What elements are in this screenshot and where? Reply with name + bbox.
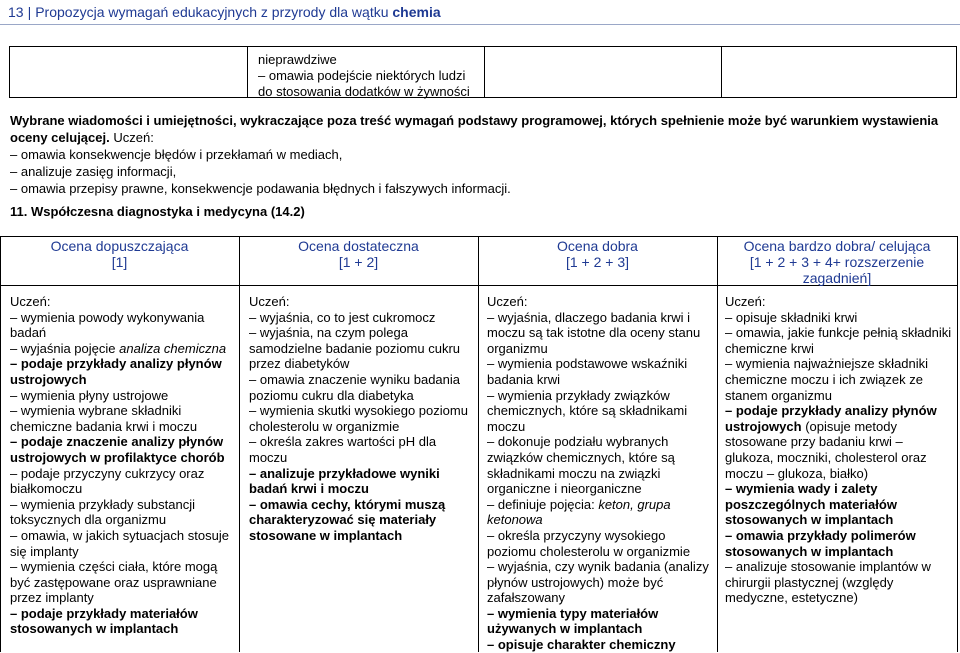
header-subject: chemia — [392, 4, 441, 20]
intro-paragraph — [10, 112, 950, 197]
intro-student: Uczeń: — [113, 130, 154, 145]
table-rule — [0, 236, 1, 652]
requirement-item: – wymienia wady i zalety poszczególnych materiałów stosowanych w implantach — [725, 481, 897, 528]
continuation-line: – omawia podejście niektórych ludzi — [258, 68, 466, 83]
requirement-detail: (opisuje metody stosowane przy badaniu krwi – glukoza, moczniki, cholesterol oraz moczu – glukoza, białko) — [725, 418, 927, 481]
column-heading — [717, 236, 957, 286]
intro-item: – analizuje zasięg informacji, — [10, 164, 177, 179]
requirement-item: – podaje przykłady analizy płynów ustrojowych — [10, 356, 222, 387]
grading-table — [0, 236, 958, 652]
column-heading-range: [1 + 2] — [338, 254, 379, 270]
requirement-item: – dokonuje podziału wybranych związków chemicznych, które są składnikami moczu na związki organiczne i nieorganiczne — [487, 434, 675, 497]
requirement-item: – wymienia typy materiałów używanych w implantach — [487, 605, 659, 637]
column-body — [725, 294, 953, 606]
header-title: Propozycja wymagań edukacyjnych z przyrody dla wątku — [35, 4, 389, 20]
student-label: Uczeń: — [725, 294, 766, 309]
column-heading-title: Ocena dostateczna — [298, 238, 419, 254]
requirement-item: – podaje przykłady analizy płynów ustrojowych (opisuje metody stosowane przy badaniu krwi – glukoza, moczniki, cholesterol oraz moczu – glukoza, białko) — [725, 403, 937, 481]
requirement-item: – wymienia podstawowe wskaźniki badania krwi — [487, 356, 688, 387]
requirement-term: analiza chemiczna — [119, 340, 227, 356]
continuation-table — [9, 46, 957, 98]
column-heading-title: Ocena bardzo dobra/ celująca — [743, 238, 931, 254]
requirement-item: – wyjaśnia, czy wynik badania (analizy płynów ustrojowych) może być zafałszowany — [487, 559, 709, 606]
requirement-item: – wymienia skutki wysokiego poziomu cholesterolu w organizmie — [249, 403, 468, 434]
intro-item: – omawia przepisy prawne, konsekwencje podawania błędnych i fałszywych informacji. — [10, 181, 511, 196]
requirement-item: – podaje znaczenie analizy płynów ustrojowych w profilaktyce chorób — [10, 434, 225, 465]
page-number: 13 — [8, 4, 24, 20]
table-rule — [957, 236, 958, 652]
requirement-item: – analizuje przykładowe wyniki badań krwi i moczu — [249, 465, 440, 497]
column-heading — [478, 236, 717, 286]
requirement-item: – podaje przykłady materiałów stosowanych w implantach — [10, 605, 198, 637]
requirement-item: – wymienia przykłady związków chemicznych, które są składnikami moczu — [487, 387, 688, 434]
requirement-item: – omawia cechy, którymi muszą charakteryzować się materiały stosowane w implantach — [249, 496, 446, 543]
requirement-item: – wyjaśnia pojęcie analiza chemiczna — [10, 340, 227, 356]
continuation-cell — [258, 52, 498, 100]
header-separator: | — [27, 4, 32, 20]
requirement-item: – omawia znaczenie wyniku badania poziomu cukru dla diabetyka — [249, 371, 461, 403]
student-label: Uczeń: — [10, 294, 51, 309]
table-divider — [247, 47, 248, 97]
requirement-item: – opisuje charakter chemiczny — [487, 637, 676, 653]
requirement-item: – wyjaśnia, na czym polega samodzielne badanie poziomu cukru przez diabetyków — [249, 325, 461, 372]
column-heading-range: [1] — [111, 254, 128, 270]
continuation-line: nieprawdziwe — [258, 52, 337, 67]
student-label: Uczeń: — [487, 294, 528, 309]
requirement-item: – wyjaśnia, dlaczego badania krwi i moczu są tak istotne dla oceny stanu organizmu — [487, 309, 701, 356]
requirement-item: – analizuje stosowanie implantów w chirurgii plastycznej (względy medyczne, estetyczne) — [725, 559, 931, 606]
requirement-item: – wyjaśnia, co to jest cukromocz — [249, 309, 436, 325]
requirement-item: – definiuje pojęcia: keton, grupa ketonowa — [487, 496, 671, 528]
requirement-item: – omawia przykłady polimerów stosowanych w implantach — [725, 527, 916, 559]
column-heading — [239, 236, 478, 286]
page-header — [8, 3, 948, 25]
requirement-item: – omawia, jakie funkcje pełnią składniki chemiczne krwi — [725, 325, 952, 356]
requirement-item: – wymienia najważniejsze składniki chemiczne moczu i ich związek ze stanem organizmu — [725, 356, 929, 403]
requirement-item: – wymienia przykłady substancji toksycznych dla organizmu — [10, 496, 195, 528]
intro-bold-text: Wybrane wiadomości i umiejętności, wykraczające poza treść wymagań podstawy programowej, których spełnienie może być warunkiem wystawienia oceny celującej. — [10, 113, 939, 145]
column-body — [487, 294, 711, 653]
requirement-item: – wymienia powody wykonywania badań — [10, 309, 205, 341]
table-rule — [239, 236, 240, 652]
continuation-line: do stosowania dodatków w żywności — [258, 84, 470, 99]
section-title: 11. Współczesna diagnostyka i medycyna (14.2) — [10, 204, 305, 219]
table-rule — [717, 236, 718, 652]
column-heading-title: Ocena dopuszczająca — [50, 238, 189, 254]
column-heading — [0, 236, 239, 286]
requirement-item: – omawia, w jakich sytuacjach stosuje się implanty — [10, 527, 229, 559]
requirement-item: – wymienia wybrane składniki chemiczne badania krwi i moczu — [10, 403, 198, 434]
student-label: Uczeń: — [249, 294, 290, 309]
column-heading-range: [1 + 2 + 3] — [565, 254, 630, 270]
requirement-item: – podaje przyczyny cukrzycy oraz białkomoczu — [10, 465, 205, 497]
intro-item: – omawia konsekwencje błędów i przekłamań w mediach, — [10, 147, 343, 162]
table-rule — [478, 236, 479, 652]
requirement-item: – określa przyczyny wysokiego poziomu cholesterolu w organizmie — [487, 527, 691, 559]
requirement-term: keton, grupa ketonowa — [487, 496, 671, 528]
column-heading-title: Ocena dobra — [557, 238, 638, 254]
column-body — [10, 294, 234, 637]
header-rule — [0, 24, 960, 25]
column-body — [249, 294, 473, 544]
requirement-item: – wymienia płyny ustrojowe — [10, 387, 169, 403]
column-heading-range: [1 + 2 + 3 + 4+ rozszerzenie zagadnień] — [749, 254, 925, 286]
table-divider — [721, 47, 722, 97]
requirement-item: – określa zakres wartości pH dla moczu — [249, 434, 437, 465]
requirement-item: – wymienia części ciała, które mogą być zastępowane oraz usprawniane przez implanty — [10, 559, 218, 606]
requirement-item: – opisuje składniki krwi — [725, 309, 858, 325]
